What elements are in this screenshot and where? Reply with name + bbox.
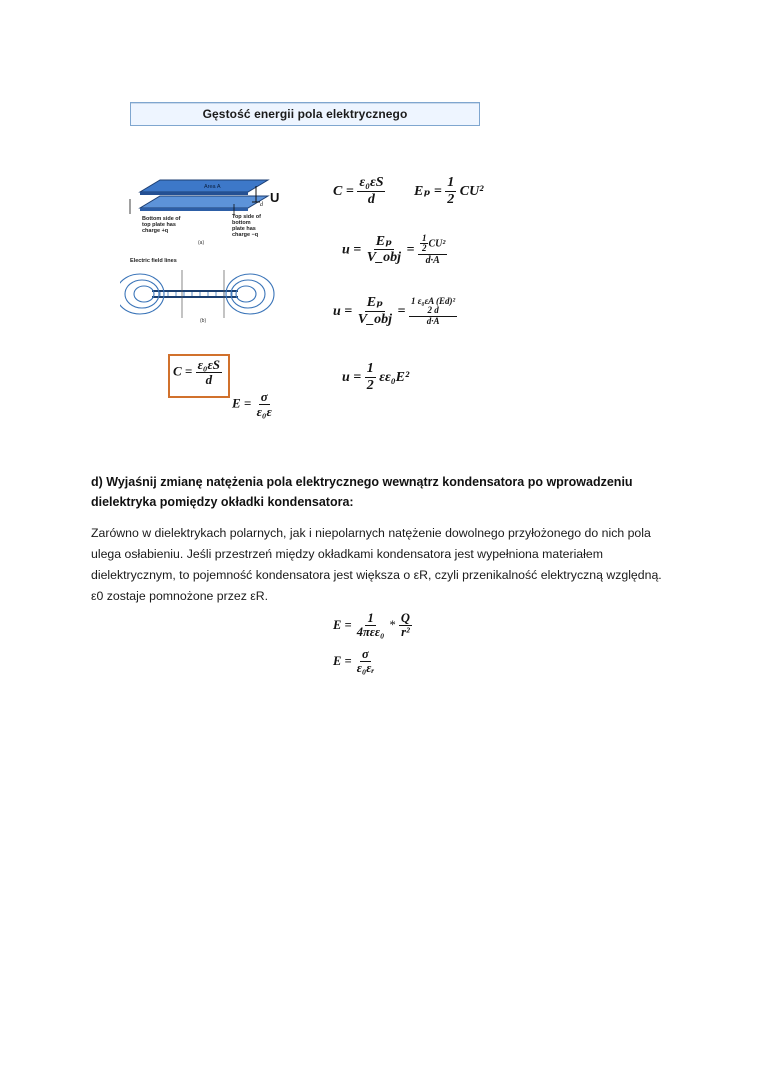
field-lines-diagram bbox=[120, 270, 274, 318]
scanned-figure bbox=[120, 96, 490, 436]
diagram-b-caption: (b) bbox=[200, 318, 207, 324]
energy-density-formula-1: u = $\frac{\text{Eₚ}}{\text{V\_obj}}$ = $\frac{1}{2}$ CU² d·A bbox=[342, 233, 446, 267]
energy-formula: Eₚ = $\frac{1}{2}$ CU² bbox=[414, 175, 484, 207]
energy-density-formula-2: u = $\frac{\text{Eₚ}}{\text{V\_obj}}$ = 1 ε₀εA (Ed)² 2 d d·A bbox=[333, 295, 456, 327]
bottom-side-label-2: top plate has bbox=[142, 222, 176, 228]
distance-label: d bbox=[260, 202, 263, 208]
figure-title: Gęstość energii pola elektrycznego bbox=[202, 107, 408, 121]
field-lines-label: Electric field lines bbox=[130, 258, 177, 264]
section-heading: d) Wyjaśnij zmianę natężenia pola elektrycznego wewnątrz kondensatora po wprowadzeniu dielektryka pomiędzy okładki kondensatora: bbox=[91, 475, 633, 509]
section-paragraph: Zarówno w dielektrykach polarnych, jak i niepolarnych natężenie dowolnego przyłożonego do nich pola ulega osłabieniu. Jeśli przestrzeń między okładkami kondensatora jest wypełniona materiałem dielektrycznym, to pojemność kondensatora jest większa o εR, czyli przenikalność elektryczną względną. ε0 zostaje pomnożone przez εR. bbox=[91, 526, 662, 603]
top-side-label-2: bottom bbox=[232, 220, 251, 226]
coulomb-field-equation: E = $\frac{1}{\text{4πεε₀}}$ * $\frac{Q}{\text{r²}}$ bbox=[333, 611, 410, 640]
field-formula-scan: E = $\frac{\sigma}{\text{ε₀ε}}$ bbox=[232, 389, 272, 419]
boxed-capacitance-formula: C = $\frac{\text{ε₀εS}}{d}$ bbox=[168, 354, 230, 398]
bottom-side-label-3: charge +q bbox=[142, 228, 169, 234]
capacitance-formula: C = $\frac{\text{ε₀εS}}{d}$ bbox=[333, 175, 384, 207]
area-label: Area A bbox=[204, 184, 221, 190]
diagram-a-caption: (a) bbox=[198, 240, 205, 246]
energy-density-formula-3: u = $\frac{1}{2}$ εε₀E² bbox=[342, 361, 410, 393]
capacitor-plates-diagram bbox=[130, 180, 268, 216]
top-side-label-1: Top side of bbox=[232, 214, 261, 220]
top-side-label-4: charge −q bbox=[232, 232, 259, 238]
top-side-label-3: plate has bbox=[232, 226, 256, 232]
dielectric-field-equation: E = $\frac{\sigma}{\text{ε₀εᵣ}}$ bbox=[333, 647, 375, 676]
voltage-label: U bbox=[270, 190, 280, 205]
bottom-side-label-1: Bottom side of bbox=[142, 216, 181, 222]
